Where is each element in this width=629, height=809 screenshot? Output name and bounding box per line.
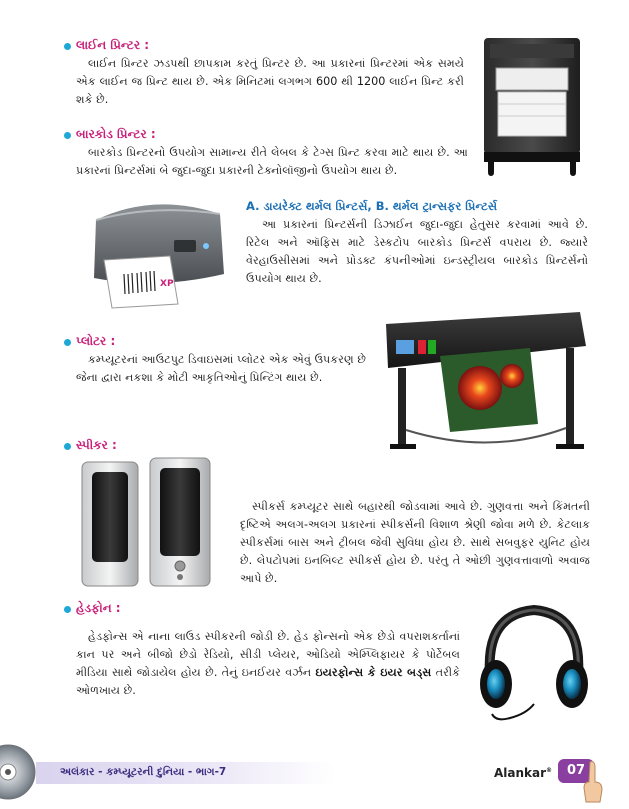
plotter-paragraph: કમ્પ્યૂટરનાં આઉટપુટ ડિવાઇસમાં પ્લોટર એક એવું ઉપકરણ છે જેના દ્વારા નકશા કે મોટી આકૃતિઓનું પ્રિન્ટિંગ થાય છે. (76, 353, 366, 384)
line-printer-paragraph: લાઈન પ્રિન્ટર ઝડપથી છાપકામ કરતું પ્રિન્ટર છે. આ પ્રકારનાં પ્રિન્ટરમાં એક સમયે એક લાઈન જ પ્રિન્ટ થાય છે. એક મિનિટમાં લગભગ 600 થી 1200 લાઈન પ્રિન્ટ કરી શકે છે. (76, 57, 464, 106)
barcode-printer-paragraph: બારકોડ પ્રિન્ટરનો ઉપયોગ સામાન્ય રીતે લેબલ કે ટેગ્સ પ્રિન્ટ કરવા માટે થાય છે. આ પ્રકારનાં પ્રિન્ટર્સમાં બે જુદા-જુદા પ્રકારની ટેક્નોલૉજીનો ઉપયોગ થાય છે. (76, 146, 468, 177)
bullet-icon (64, 606, 71, 613)
barcode-types-subheading: A. ડાયરેક્ટ થર્મલ પ્રિન્ટર્સ, B. થર્મલ ટ્રાન્સફર પ્રિન્ટર્સ (246, 199, 498, 213)
barcode-types-paragraph: આ પ્રકારનાં પ્રિન્ટર્સની ડિઝાઈન જુદા-જુદા હેતુસર કરવામાં આવે છે. રિટેલ અને ઑફિસ માટે ડેસ્કટોપ બારકોડ પ્રિન્ટર્સ વપરાય છે. જ્યારે વેરહાઉસીસમાં અને પ્રોડક્ટ કંપનીઓમાં ઇન્ડસ્ટ્રીયલ બારકોડ પ્રિન્ટર્સનો ઉપયોગ થાય છે. (246, 218, 588, 285)
footer-book-title: અલંકાર - કમ્પ્યૂટરની દુનિયા - ભાગ-7 (60, 766, 227, 778)
line-printer-heading: લાઈન પ્રિન્ટર : (76, 38, 150, 52)
barcode-printer-image (74, 190, 236, 312)
bullet-icon (64, 132, 71, 139)
speaker-heading: સ્પીકર : (76, 438, 117, 452)
brand-name: Alankar (494, 766, 547, 780)
line-printer-text (76, 55, 464, 109)
plotter-heading: પ્લોટર : (76, 334, 116, 348)
label-brand: XP (160, 279, 174, 289)
headphone-text (76, 628, 460, 700)
speakers-image (78, 456, 228, 590)
barcode-printer-heading: બારકોડ પ્રિન્ટર : (76, 127, 156, 141)
speaker-text (240, 498, 590, 588)
plotter-text (76, 351, 366, 387)
headphones-image (474, 604, 594, 728)
page-number: 07 (566, 763, 586, 778)
cd-disc-icon (0, 744, 36, 800)
bullet-icon (64, 443, 71, 450)
barcode-types-text (246, 216, 588, 288)
bullet-icon (64, 339, 71, 346)
headphone-tail: તરીકે ઓળખાય છે. (76, 666, 461, 697)
headphone-heading: હેડફોન : (76, 601, 121, 615)
headphone-bold-term: ઇયરફોન્સ કે ઇયર બડ્સ (315, 666, 432, 679)
hand-pointer-icon (582, 760, 604, 804)
headphone-paragraph: હેડફોન્સ એ નાના લાઉડ સ્પીકરની જોડી છે. હેડ ફોન્સનો એક છેડો વપરાશકર્તાનાં કાન પર અને બીજો છેડો રેડિયો, સીડી પ્લેયર, ઓડિયો એમ્પ્લિફાયર કે પોર્ટેબલ મીડિયા સાથે જોડાયેલ હોય છે. તેનું ઇનઈયર વર્ઝન (76, 630, 460, 679)
barcode-printer-text (76, 144, 468, 180)
speaker-paragraph: સ્પીકર્સ કમ્પ્યૂટર સાથે બહારથી જોડવામાં આવે છે. ગુણવત્તા અને કિંમતની દૃષ્ટિએ અલગ-અલગ પ્રકારનાં સ્પીકર્સની વિશાળ શ્રેણી જોવા મળે છે. કેટલાક સ્પીકર્સમાં બાસ અને ટ્રીબલ જેવી સુવિધા હોય છે. સાથે સબવુફર યુનિટ હોય છે. લેપટોપમાં ઇનબિલ્ટ સ્પીકર્સ હોય છે. પરંતુ તે ઓછી ગુણવત્તાવાળો અવાજ આપે છે. (240, 500, 590, 585)
brand-logo: Alankar® (494, 766, 553, 780)
line-printer-image (476, 34, 588, 176)
plotter-image (380, 306, 592, 456)
bullet-icon (64, 43, 71, 50)
